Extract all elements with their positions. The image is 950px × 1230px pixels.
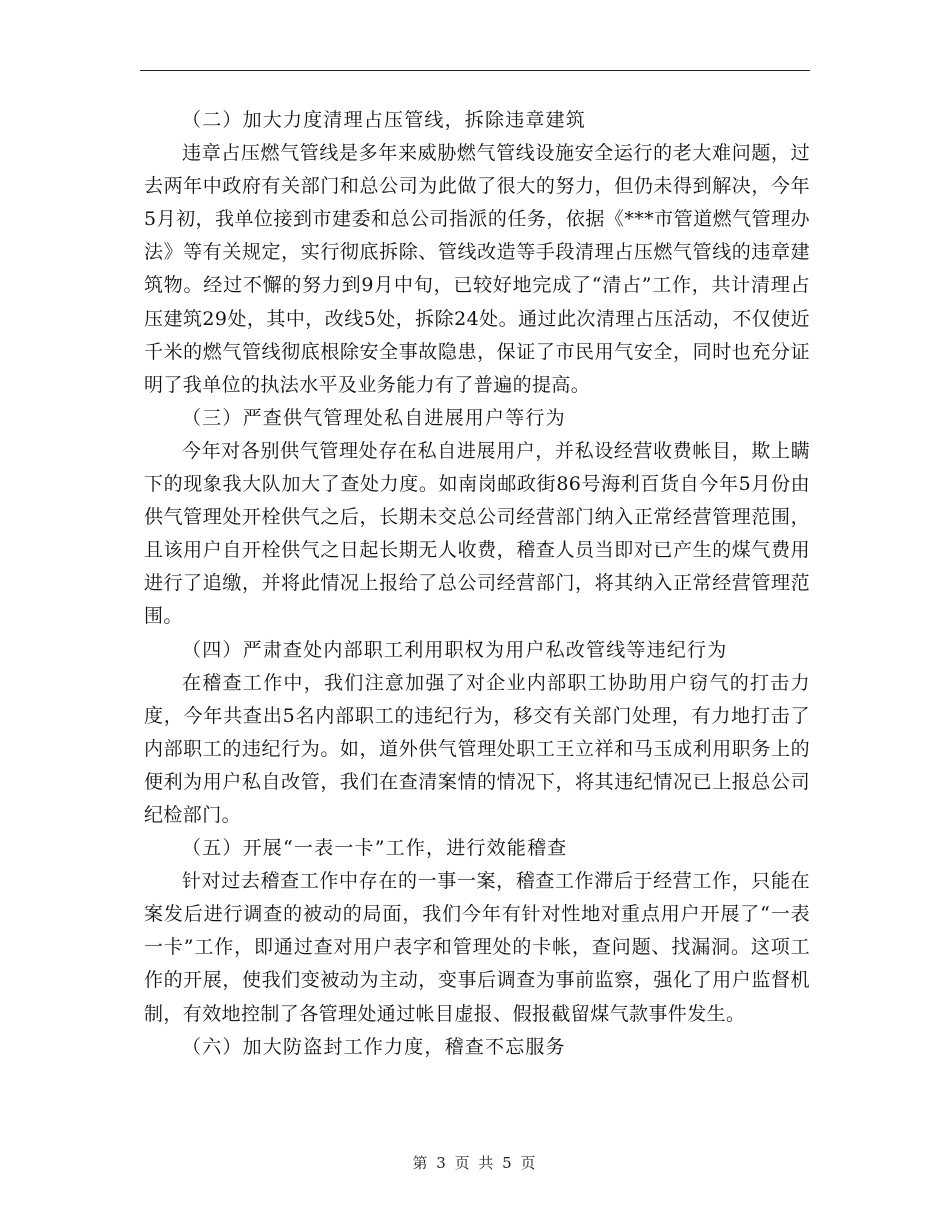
section-heading-5: （五）开展“一表一卡”工作，进行效能稽查 (182, 837, 568, 860)
header-rule (140, 70, 810, 71)
section-heading-4: （四）严肃查处内部职工利用职权为用户私改管线等违纪行为 (182, 638, 728, 661)
section-heading-3: （三）严查供气管理处私自进展用户等行为 (182, 406, 566, 429)
section-paragraph-2: 违章占压燃气管线是多年来威胁燃气管线设施安全运行的老大难问题，过去两年中政府有关部门和总公司为此做了很大的努力，但仍未得到解决，今年5月初，我单位接到市建委和总公司指派的任务，依据《***市管道燃气管理办法》等有关规定，实行彻底拆除、管线改造等手段清理占压燃气管线的违章建筑物。经过不懈的努力到9月中旬，已较好地完成了“清占”工作，共计清理占压建筑29处，其中，改线5处，拆除24处。通过此次清理占压活动，不仅使近千米的燃气管线彻底根除安全事故隐患，保证了市民用气安全，同时也充分证明了我单位的执法水平及业务能力有了普遍的提高。 (144, 142, 810, 396)
page-footer: 第 3 页 共 5 页 (412, 1154, 538, 1172)
section-heading-6: （六）加大防盗封工作力度，稽查不忘服务 (182, 1035, 566, 1058)
section-heading-2: （二）加大力度清理占压管线，拆除违章建筑 (182, 109, 587, 131)
section-paragraph-3: 今年对各别供气管理处存在私自进展用户，并私设经营收费帐目，欺上瞒下的现象我大队加大了查处力度。如南岗邮政街86号海利百货自今年5月份由供气管理处开栓供气之后，长期未交总公司经营部门纳入正常经营管理范围，且该用户自开栓供气之日起长期无人收费，稽查人员当即对已产生的煤气费用进行了追缴，并将此情况上报给了总公司经营部门，将其纳入正常经营管理范围。 (144, 439, 810, 628)
section-paragraph-4: 在稽查工作中，我们注意加强了对企业内部职工协助用户窃气的打击力度，今年共查出5名内部职工的违纪行为，移交有关部门处理，有力地打击了内部职工的违纪行为。如，道外供气管理处职工王立祥和马玉成利用职务上的便利为用户私自改管，我们在查清案情的情况下，将其违纪情况已上报总公司纪检部门。 (144, 671, 810, 826)
document-body (144, 104, 810, 1064)
section-paragraph-5: 针对过去稽查工作中存在的一事一案，稽查工作滞后于经营工作，只能在案发后进行调查的被动的局面，我们今年有针对性地对重点用户开展了“一表一卡”工作，即通过查对用户表字和管理处的卡帐，查问题、找漏洞。这项工作的开展，使我们变被动为主动，变事后调查为事前监察，强化了用户监督机制，有效地控制了各管理处通过帐目虚报、假报截留煤气款事件发生。 (144, 870, 810, 1025)
